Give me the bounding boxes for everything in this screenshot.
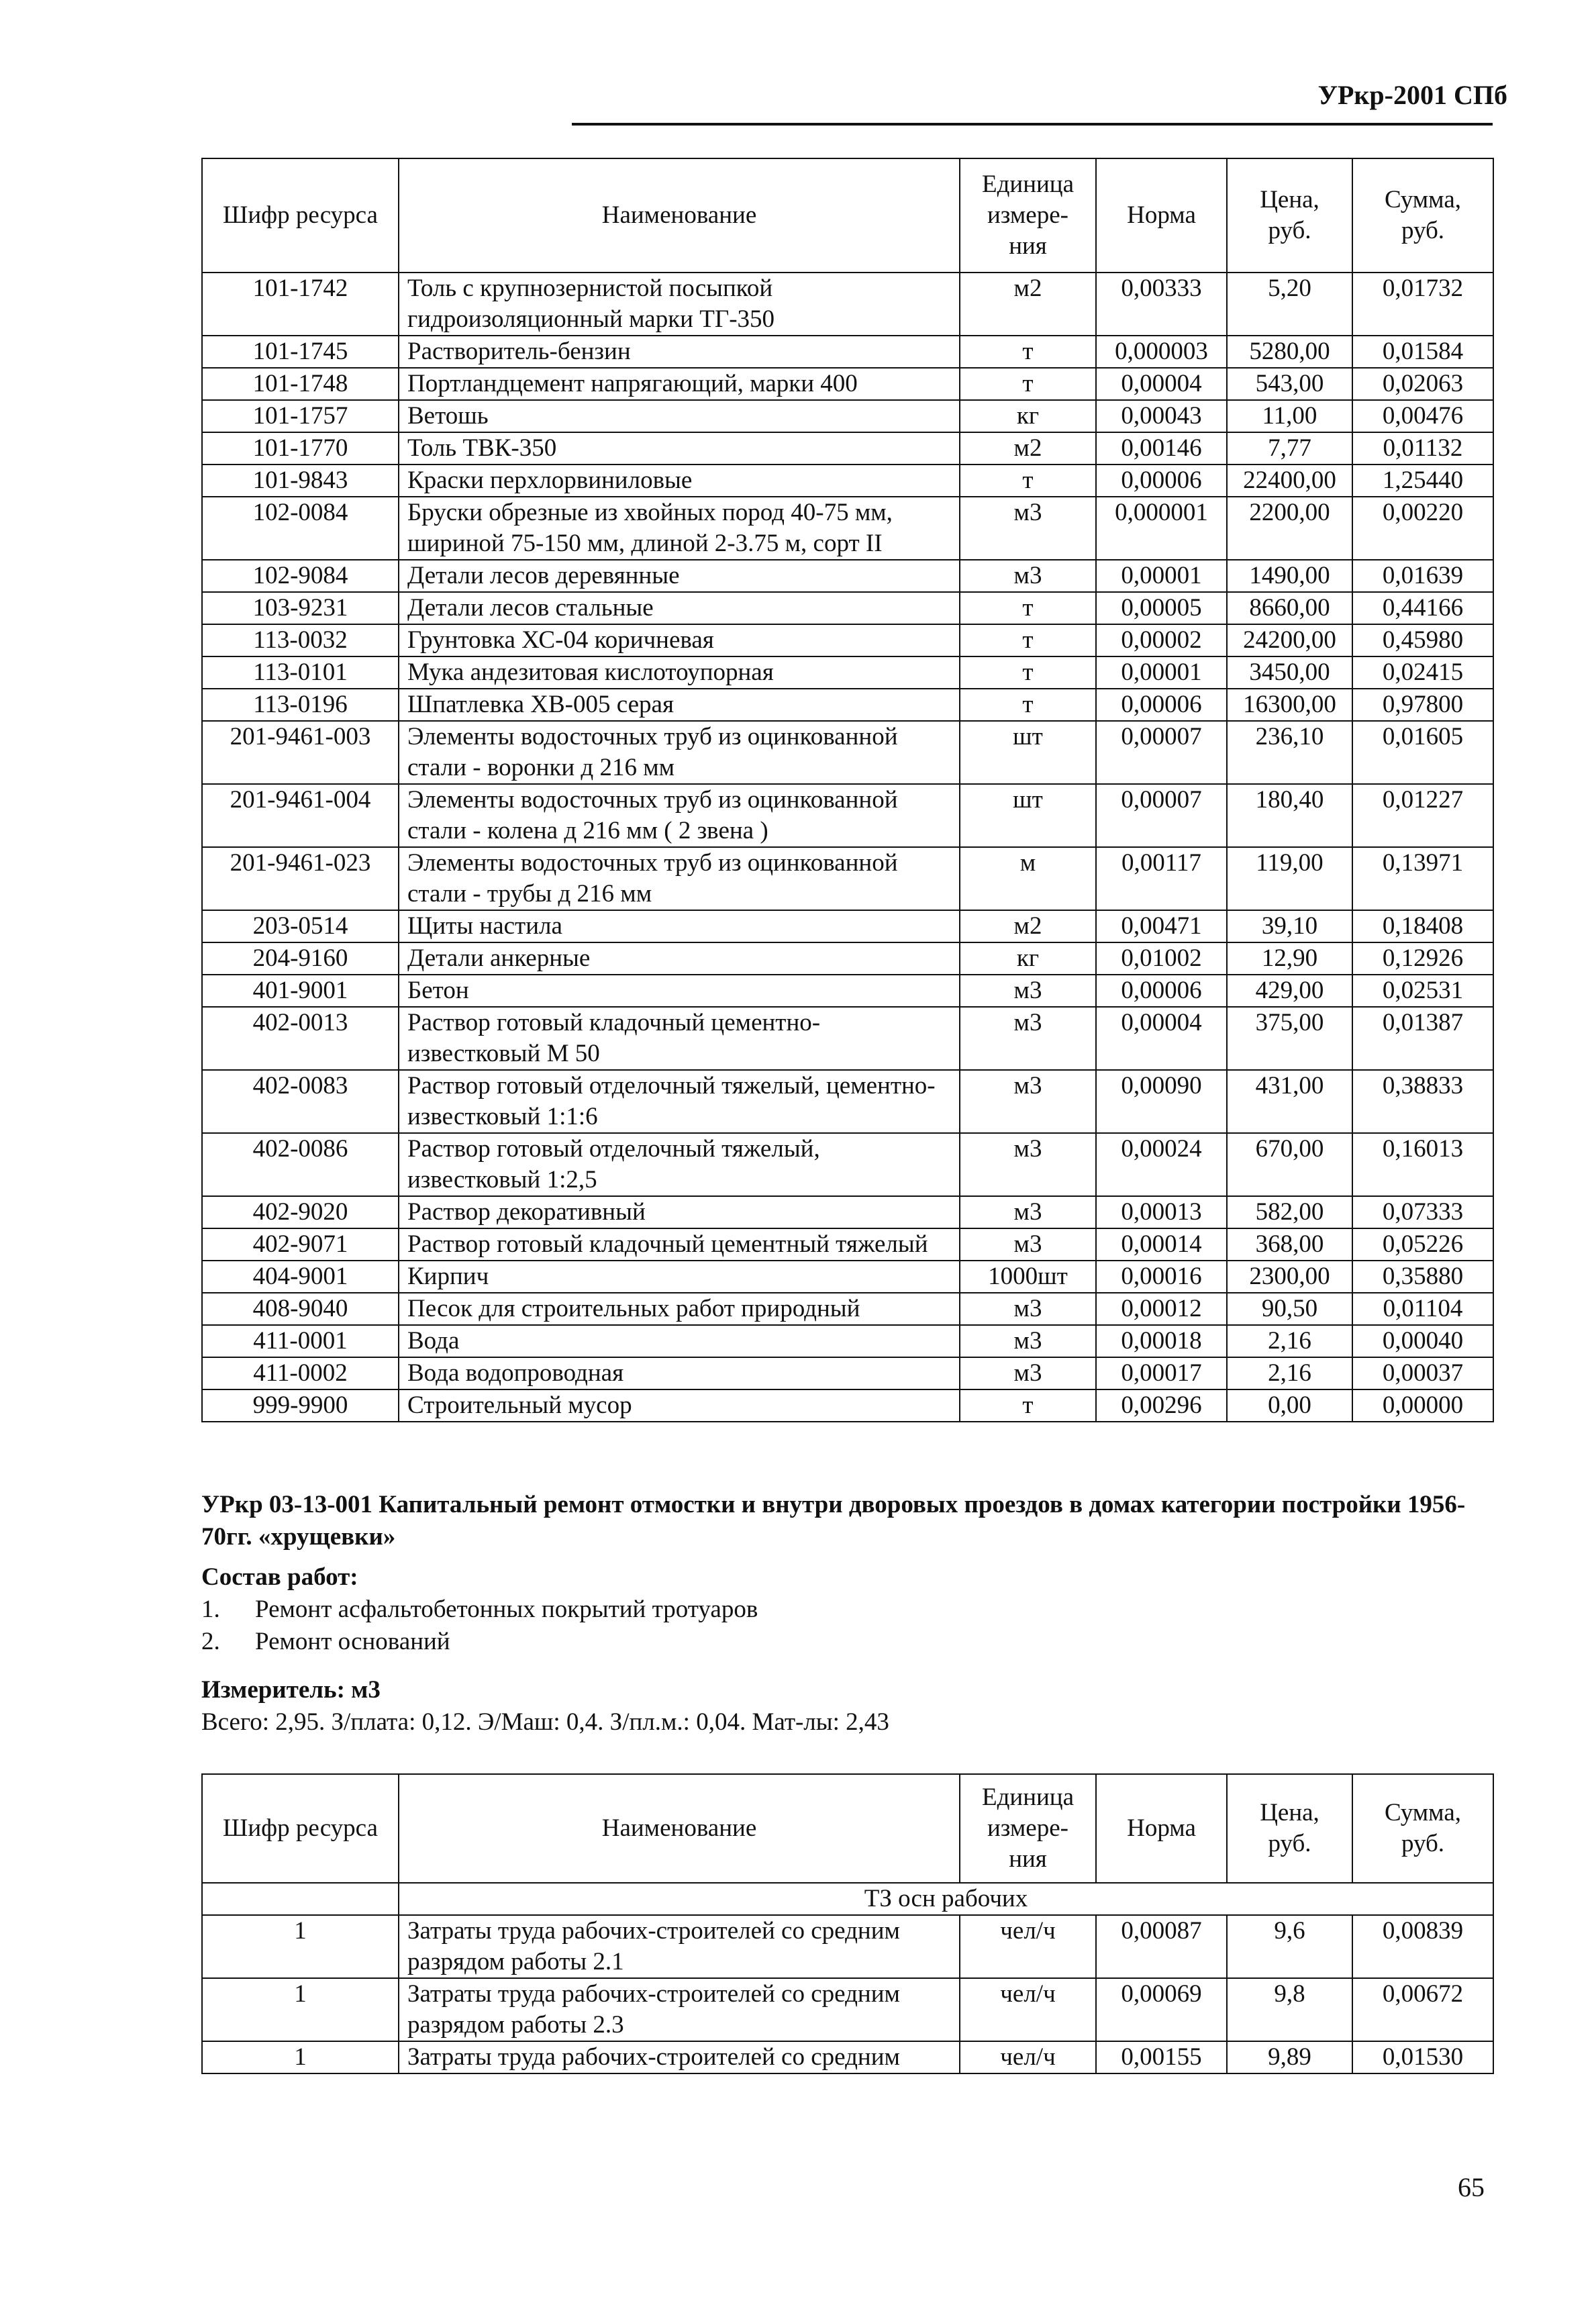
cell-unit: м3: [960, 1070, 1096, 1133]
section-title: УРкр 03-13-001 Капитальный ремонт отмостки и внутри дворовых проездов в домах категории постройки 1956-70гг. «хрущевки»: [201, 1491, 1466, 1551]
cell-sum: 0,13971: [1352, 847, 1493, 910]
resources-table: [201, 158, 1494, 1422]
cell-unit: т: [960, 465, 1096, 497]
table-row: [202, 1915, 1493, 1978]
table-row: [202, 1133, 1493, 1196]
cell-price: 12,90: [1227, 942, 1352, 975]
cell-name: Толь ТВК-350: [399, 432, 960, 465]
cell-unit: шт: [960, 721, 1096, 784]
list-item-text: Ремонт асфальтобетонных покрытий тротуаров: [255, 1596, 758, 1623]
cell-sum: 0,05226: [1352, 1228, 1493, 1261]
cell-price: 1490,00: [1227, 560, 1352, 592]
cell-name: Вода водопроводная: [399, 1357, 960, 1389]
cell-name: Вода: [399, 1325, 960, 1357]
col-header-price: Цена, руб.: [1227, 1774, 1352, 1883]
cell-unit: м3: [960, 1357, 1096, 1389]
cell-price: 0,00: [1227, 1389, 1352, 1422]
col-header-sum: Сумма, руб.: [1352, 158, 1493, 273]
cell-sum: 0,01530: [1352, 2041, 1493, 2073]
list-item: [201, 1594, 1493, 1626]
cell-code: 204-9160: [202, 942, 399, 975]
cell-name: Раствор готовый кладочный цементно-известковый М 50: [399, 1007, 960, 1070]
section-block: [201, 1489, 1493, 1739]
cell-sum: 0,00040: [1352, 1325, 1493, 1357]
cell-name: Краски перхлорвиниловые: [399, 465, 960, 497]
cell-unit: т: [960, 689, 1096, 721]
cell-code: 113-0032: [202, 624, 399, 656]
cell-sum: 0,07333: [1352, 1196, 1493, 1228]
table-row: [202, 592, 1493, 624]
cell-code: 999-9900: [202, 1389, 399, 1422]
group-label: ТЗ осн рабочих: [399, 1883, 1493, 1915]
cell-price: 7,77: [1227, 432, 1352, 465]
table-row: [202, 624, 1493, 656]
table-row: [202, 336, 1493, 368]
table-row: [202, 1228, 1493, 1261]
table-header-row: [202, 158, 1493, 273]
cell-name: Раствор декоративный: [399, 1196, 960, 1228]
cell-sum: 0,00839: [1352, 1915, 1493, 1978]
cell-code: 201-9461-004: [202, 784, 399, 847]
col-header-price: Цена, руб.: [1227, 158, 1352, 273]
cell-sum: 0,02531: [1352, 975, 1493, 1007]
cell-name: Раствор готовый отделочный тяжелый, известковый 1:2,5: [399, 1133, 960, 1196]
cell-price: 9,89: [1227, 2041, 1352, 2073]
cell-name: Затраты труда рабочих-строителей со средним разрядом работы 2.1: [399, 1915, 960, 1978]
cell-name: Бетон: [399, 975, 960, 1007]
cell-unit: чел/ч: [960, 1978, 1096, 2041]
cell-unit: м2: [960, 273, 1096, 336]
cell-norm: 0,00024: [1096, 1133, 1227, 1196]
cell-sum: 0,00037: [1352, 1357, 1493, 1389]
cell-price: 5280,00: [1227, 336, 1352, 368]
cell-unit: м3: [960, 975, 1096, 1007]
cell-price: 9,8: [1227, 1978, 1352, 2041]
cell-code: 201-9461-023: [202, 847, 399, 910]
cell-norm: 0,00005: [1096, 592, 1227, 624]
col-header-code: Шифр ресурса: [202, 1774, 399, 1883]
cell-name: Песок для строительных работ природный: [399, 1293, 960, 1325]
header-rule: [572, 123, 1493, 126]
table-row: [202, 910, 1493, 942]
cell-price: 180,40: [1227, 784, 1352, 847]
table-row: [202, 1293, 1493, 1325]
table-row: [202, 1196, 1493, 1228]
cell-code: 201-9461-003: [202, 721, 399, 784]
cell-unit: чел/ч: [960, 2041, 1096, 2073]
cell-sum: 0,01639: [1352, 560, 1493, 592]
table-row: [202, 400, 1493, 432]
table-row: [202, 432, 1493, 465]
cell-price: 2,16: [1227, 1357, 1352, 1389]
cell-sum: 0,35880: [1352, 1261, 1493, 1293]
cell-sum: 0,01732: [1352, 273, 1493, 336]
table-row: [202, 1070, 1493, 1133]
cell-norm: 0,00001: [1096, 656, 1227, 689]
cell-price: 11,00: [1227, 400, 1352, 432]
cell-norm: 0,00087: [1096, 1915, 1227, 1978]
cell-price: 16300,00: [1227, 689, 1352, 721]
cell-code: 408-9040: [202, 1293, 399, 1325]
cell-price: 368,00: [1227, 1228, 1352, 1261]
col-header-name: Наименование: [399, 158, 960, 273]
cell-norm: 0,00471: [1096, 910, 1227, 942]
cell-sum: 0,38833: [1352, 1070, 1493, 1133]
cell-unit: кг: [960, 400, 1096, 432]
cell-name: Затраты труда рабочих-строителей со средним: [399, 2041, 960, 2073]
cell-unit: 1000шт: [960, 1261, 1096, 1293]
document-code: УРкр-2001 СПб: [1317, 80, 1507, 110]
table-row: [202, 656, 1493, 689]
cell-price: 543,00: [1227, 368, 1352, 400]
cell-norm: 0,00069: [1096, 1978, 1227, 2041]
cell-unit: т: [960, 592, 1096, 624]
cell-sum: 0,01605: [1352, 721, 1493, 784]
table-row: [202, 273, 1493, 336]
col-header-norm: Норма: [1096, 158, 1227, 273]
cell-code: 402-0083: [202, 1070, 399, 1133]
cell-norm: 0,00002: [1096, 624, 1227, 656]
cell-sum: 0,45980: [1352, 624, 1493, 656]
table-row: [202, 465, 1493, 497]
col-header-code: Шифр ресурса: [202, 158, 399, 273]
cell-sum: 0,00476: [1352, 400, 1493, 432]
cell-sum: 0,00672: [1352, 1978, 1493, 2041]
cell-unit: м2: [960, 910, 1096, 942]
cell-unit: м3: [960, 1196, 1096, 1228]
cell-price: 39,10: [1227, 910, 1352, 942]
table-row: [202, 560, 1493, 592]
cell-price: 8660,00: [1227, 592, 1352, 624]
cell-name: Шпатлевка ХВ-005 серая: [399, 689, 960, 721]
table-row: [202, 1325, 1493, 1357]
cell-price: 22400,00: [1227, 465, 1352, 497]
list-item: [201, 1626, 1493, 1658]
cell-norm: 0,00004: [1096, 368, 1227, 400]
cell-name: Мука андезитовая кислотоупорная: [399, 656, 960, 689]
cell-sum: 0,12926: [1352, 942, 1493, 975]
cell-unit: м3: [960, 497, 1096, 560]
cell-sum: 0,44166: [1352, 592, 1493, 624]
cell-name: Детали лесов стальные: [399, 592, 960, 624]
cell-price: 2200,00: [1227, 497, 1352, 560]
list-item-text: Ремонт оснований: [255, 1628, 450, 1655]
cell-sum: 0,18408: [1352, 910, 1493, 942]
table-row: [202, 368, 1493, 400]
cell-name: Щиты настила: [399, 910, 960, 942]
cell-sum: 0,01387: [1352, 1007, 1493, 1070]
cell-sum: 0,00000: [1352, 1389, 1493, 1422]
cell-norm: 0,00012: [1096, 1293, 1227, 1325]
cell-sum: 0,01132: [1352, 432, 1493, 465]
cell-name: Элементы водосточных труб из оцинкованной стали - трубы д 216 мм: [399, 847, 960, 910]
cell-sum: 0,02415: [1352, 656, 1493, 689]
col-header-norm: Норма: [1096, 1774, 1227, 1883]
table-row: [202, 847, 1493, 910]
cell-code: 402-0013: [202, 1007, 399, 1070]
cell-norm: 0,00146: [1096, 432, 1227, 465]
cell-norm: 0,00155: [1096, 2041, 1227, 2073]
cell-code: 102-0084: [202, 497, 399, 560]
cell-price: 429,00: [1227, 975, 1352, 1007]
cell-unit: т: [960, 624, 1096, 656]
cell-price: 5,20: [1227, 273, 1352, 336]
cell-norm: 0,00296: [1096, 1389, 1227, 1422]
cell-sum: 1,25440: [1352, 465, 1493, 497]
cell-norm: 0,000001: [1096, 497, 1227, 560]
cell-name: Затраты труда рабочих-строителей со средним разрядом работы 2.3: [399, 1978, 960, 2041]
cell-price: 24200,00: [1227, 624, 1352, 656]
cell-unit: м: [960, 847, 1096, 910]
cell-code: 402-9020: [202, 1196, 399, 1228]
table-row: [202, 784, 1493, 847]
cell-name: Растворитель-бензин: [399, 336, 960, 368]
works-list: [201, 1594, 1493, 1658]
page-number: 65: [1458, 2172, 1485, 2202]
cell-code: 402-0086: [202, 1133, 399, 1196]
cell-price: 375,00: [1227, 1007, 1352, 1070]
cell-unit: м2: [960, 432, 1096, 465]
cell-name: Детали анкерные: [399, 942, 960, 975]
cell-norm: 0,00016: [1096, 1261, 1227, 1293]
cell-sum: 0,01104: [1352, 1293, 1493, 1325]
cell-sum: 0,01584: [1352, 336, 1493, 368]
table-row: [202, 1978, 1493, 2041]
cell-code: 1: [202, 1915, 399, 1978]
cell-code: 101-9843: [202, 465, 399, 497]
cell-name: Строительный мусор: [399, 1389, 960, 1422]
cell-code: 101-1742: [202, 273, 399, 336]
cell-norm: 0,000003: [1096, 336, 1227, 368]
cell-code: 1: [202, 1978, 399, 2041]
cell-norm: 0,00006: [1096, 689, 1227, 721]
cell-sum: 0,00220: [1352, 497, 1493, 560]
cell-norm: 0,00013: [1096, 1196, 1227, 1228]
cell-code: 411-0002: [202, 1357, 399, 1389]
cell-code: 101-1770: [202, 432, 399, 465]
cell-name: Портландцемент напрягающий, марки 400: [399, 368, 960, 400]
cell-unit: м3: [960, 1133, 1096, 1196]
cell-code: 101-1745: [202, 336, 399, 368]
cell-code: 101-1748: [202, 368, 399, 400]
labor-table: [201, 1773, 1494, 2074]
cell-code: 102-9084: [202, 560, 399, 592]
cell-name: Раствор готовый отделочный тяжелый, цементно-известковый 1:1:6: [399, 1070, 960, 1133]
cell-code: 203-0514: [202, 910, 399, 942]
cell-name: Грунтовка ХС-04 коричневая: [399, 624, 960, 656]
group-row: [202, 1883, 1493, 1915]
table-row: [202, 2041, 1493, 2073]
cell-code: 113-0196: [202, 689, 399, 721]
table-row: [202, 975, 1493, 1007]
table-row: [202, 689, 1493, 721]
cell-price: 431,00: [1227, 1070, 1352, 1133]
cell-norm: 0,00004: [1096, 1007, 1227, 1070]
col-header-name: Наименование: [399, 1774, 960, 1883]
measure-label: Измеритель: м3: [201, 1676, 381, 1704]
cell-price: 236,10: [1227, 721, 1352, 784]
cell-code: 401-9001: [202, 975, 399, 1007]
cell-norm: 0,00001: [1096, 560, 1227, 592]
cell-price: 2300,00: [1227, 1261, 1352, 1293]
cell-name: Элементы водосточных труб из оцинкованной стали - колена д 216 мм ( 2 звена ): [399, 784, 960, 847]
cell-unit: м3: [960, 1293, 1096, 1325]
cell-norm: 0,00007: [1096, 784, 1227, 847]
cell-norm: 0,00017: [1096, 1357, 1227, 1389]
cell-price: 582,00: [1227, 1196, 1352, 1228]
table-row: [202, 1007, 1493, 1070]
cell-price: 3450,00: [1227, 656, 1352, 689]
cell-name: Бруски обрезные из хвойных пород 40-75 мм, шириной 75-150 мм, длиной 2-3.75 м, сорт II: [399, 497, 960, 560]
cell-unit: м3: [960, 560, 1096, 592]
cell-unit: т: [960, 1389, 1096, 1422]
cell-sum: 0,16013: [1352, 1133, 1493, 1196]
cell-price: 670,00: [1227, 1133, 1352, 1196]
cell-norm: 0,00007: [1096, 721, 1227, 784]
cell-code: 411-0001: [202, 1325, 399, 1357]
cell-unit: кг: [960, 942, 1096, 975]
cell-norm: 0,01002: [1096, 942, 1227, 975]
cell-unit: т: [960, 368, 1096, 400]
cell-code: 402-9071: [202, 1228, 399, 1261]
cell-name: Детали лесов деревянные: [399, 560, 960, 592]
cell-sum: 0,97800: [1352, 689, 1493, 721]
cell-norm: 0,00043: [1096, 400, 1227, 432]
totals-line: Всего: 2,95. З/плата: 0,12. Э/Маш: 0,4. З/пл.м.: 0,04. Мат-лы: 2,43: [201, 1708, 889, 1736]
col-header-sum: Сумма, руб.: [1352, 1774, 1493, 1883]
cell-price: 119,00: [1227, 847, 1352, 910]
cell-unit: т: [960, 336, 1096, 368]
table-row: [202, 721, 1493, 784]
cell-code: 101-1757: [202, 400, 399, 432]
cell-price: 9,6: [1227, 1915, 1352, 1978]
cell-unit: м3: [960, 1007, 1096, 1070]
cell-name: Раствор готовый кладочный цементный тяжелый: [399, 1228, 960, 1261]
table-row: [202, 1389, 1493, 1422]
cell-norm: 0,00090: [1096, 1070, 1227, 1133]
cell-price: 90,50: [1227, 1293, 1352, 1325]
cell-norm: 0,00006: [1096, 465, 1227, 497]
cell-code: 103-9231: [202, 592, 399, 624]
cell-unit: м3: [960, 1325, 1096, 1357]
table-header-row: [202, 1774, 1493, 1883]
cell-name: Ветошь: [399, 400, 960, 432]
cell-name: Элементы водосточных труб из оцинкованной стали - воронки д 216 мм: [399, 721, 960, 784]
cell-code: 404-9001: [202, 1261, 399, 1293]
cell-name: Кирпич: [399, 1261, 960, 1293]
cell-code: 1: [202, 2041, 399, 2073]
composition-label: Состав работ:: [201, 1563, 358, 1591]
list-item-number: 1.: [201, 1596, 220, 1623]
cell-name: Толь с крупнозернистой посыпкой гидроизоляционный марки ТГ-350: [399, 273, 960, 336]
cell-sum: 0,02063: [1352, 368, 1493, 400]
cell-unit: м3: [960, 1228, 1096, 1261]
cell-sum: 0,01227: [1352, 784, 1493, 847]
col-header-unit: Единица измере-ния: [960, 1774, 1096, 1883]
cell-unit: чел/ч: [960, 1915, 1096, 1978]
cell-norm: 0,00333: [1096, 273, 1227, 336]
cell-price: 2,16: [1227, 1325, 1352, 1357]
cell-norm: 0,00006: [1096, 975, 1227, 1007]
table-row: [202, 1357, 1493, 1389]
cell-norm: 0,00117: [1096, 847, 1227, 910]
col-header-unit: Единица измере-ния: [960, 158, 1096, 273]
cell-unit: т: [960, 656, 1096, 689]
table-row: [202, 1261, 1493, 1293]
cell-unit: шт: [960, 784, 1096, 847]
table-row: [202, 497, 1493, 560]
cell-norm: 0,00014: [1096, 1228, 1227, 1261]
cell-code: 113-0101: [202, 656, 399, 689]
cell-norm: 0,00018: [1096, 1325, 1227, 1357]
table-row: [202, 942, 1493, 975]
list-item-number: 2.: [201, 1628, 220, 1655]
